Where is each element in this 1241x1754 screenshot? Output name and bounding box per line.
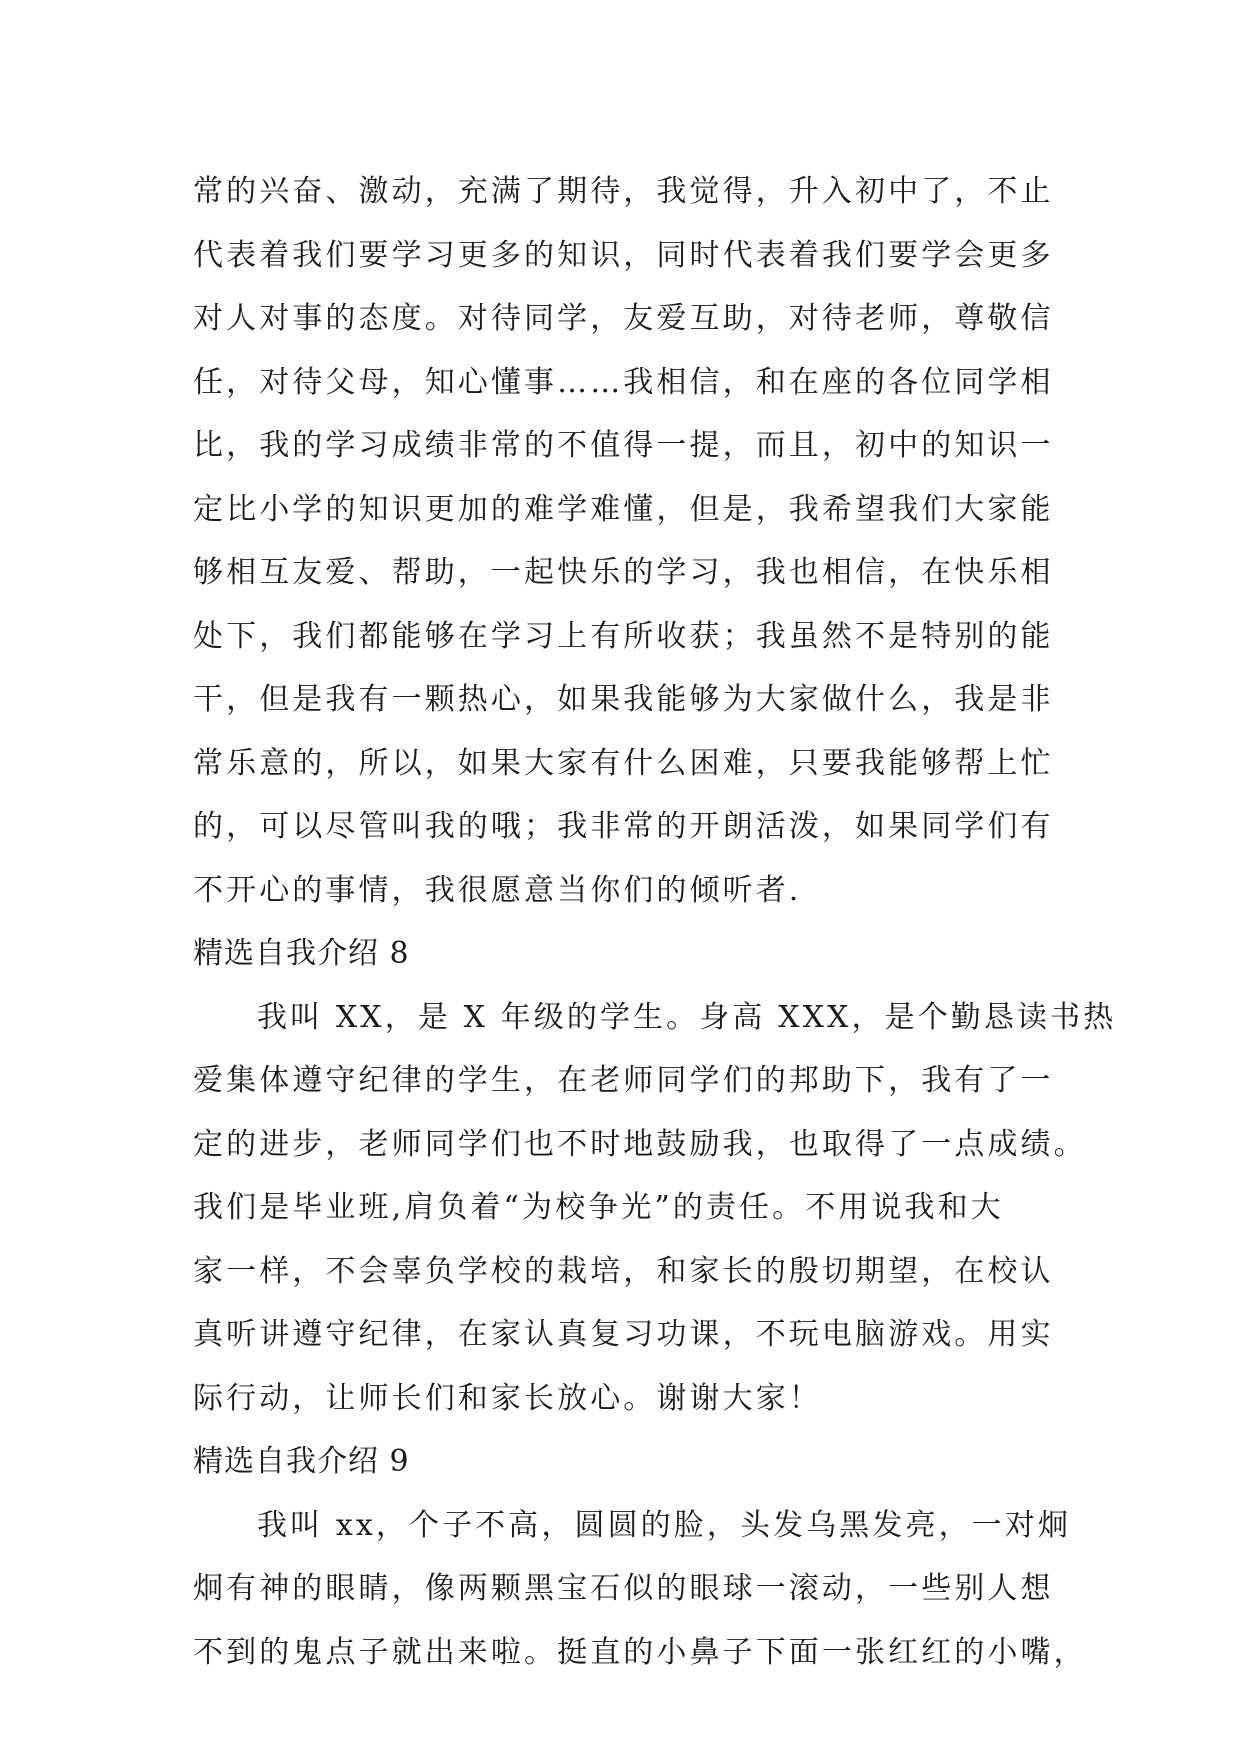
text-line: 的，可以尽管叫我的哦；我非常的开朗活泼，如果同学们有 — [193, 809, 1054, 844]
text-line: 不开心的事情，我很愿意当你们的倾听者. — [193, 872, 802, 908]
text-line: 对人对事的态度。对待同学，友爱互助，对待老师，尊敬信 — [193, 301, 1054, 336]
text-line: 比，我的学习成绩非常的不值得一提，而且，初中的知识一 — [193, 428, 1054, 463]
text-line: 定比小学的知识更加的难学难懂，但是，我希望我们大家能 — [193, 491, 1054, 527]
section-8 — [193, 922, 1117, 1430]
text-line: 我们是毕业班,肩负着“为校争光”的责任。不用说我和大 — [193, 1190, 1004, 1225]
text-line: 常乐意的，所以，如果大家有什么困难，只要我能够帮上忙 — [193, 745, 1054, 781]
text-line: 定的进步，老师同学们也不时地鼓励我，也取得了一点成绩。 — [193, 1126, 1087, 1162]
text-line: 处下，我们都能够在学习上有所收获；我虽然不是特别的能 — [193, 618, 1054, 654]
text-line: 炯有神的眼睛，像两颗黑宝石似的眼球一滚动，一些别人想 — [193, 1571, 1054, 1606]
text-line: 家一样，不会辜负学校的栽培，和家长的殷切期望，在校认 — [193, 1253, 1054, 1289]
text-line: 不到的鬼点子就出来啦。挺直的小鼻子下面一张红红的小嘴， — [193, 1634, 1087, 1670]
section-9 — [193, 1430, 1087, 1684]
text-line: 我叫 xx，个子不高，圆圆的脸，头发乌黑发亮，一对炯 — [257, 1507, 1071, 1543]
text-line: 我叫 XX，是 X 年级的学生。身高 XXX，是个勤恳读书热 — [257, 999, 1117, 1035]
text-line: 际行动，让师长们和家长放心。谢谢大家！ — [193, 1380, 822, 1416]
section-heading: 精选自我介绍 9 — [193, 1444, 410, 1479]
text-line: 爱集体遵守纪律的学生，在老师同学们的邦助下，我有了一 — [193, 1063, 1054, 1098]
text-line: 干，但是我有一颗热心，如果我能够为大家做什么，我是非 — [193, 682, 1054, 717]
text-line: 常的兴奋、激动，充满了期待，我觉得，升入初中了，不止 — [193, 174, 1054, 209]
paragraph-continued — [193, 160, 1053, 922]
text-line: 够相互友爱、帮助，一起快乐的学习，我也相信，在快乐相 — [193, 555, 1054, 590]
section-heading: 精选自我介绍 8 — [193, 936, 410, 971]
text-line: 真听讲遵守纪律，在家认真复习功课，不玩电脑游戏。用实 — [193, 1317, 1054, 1352]
text-line: 任，对待父母，知心懂事……我相信，和在座的各位同学相 — [193, 364, 1054, 400]
text-line: 代表着我们要学习更多的知识，同时代表着我们要学会更多 — [193, 237, 1054, 273]
document-body — [193, 160, 1117, 1684]
